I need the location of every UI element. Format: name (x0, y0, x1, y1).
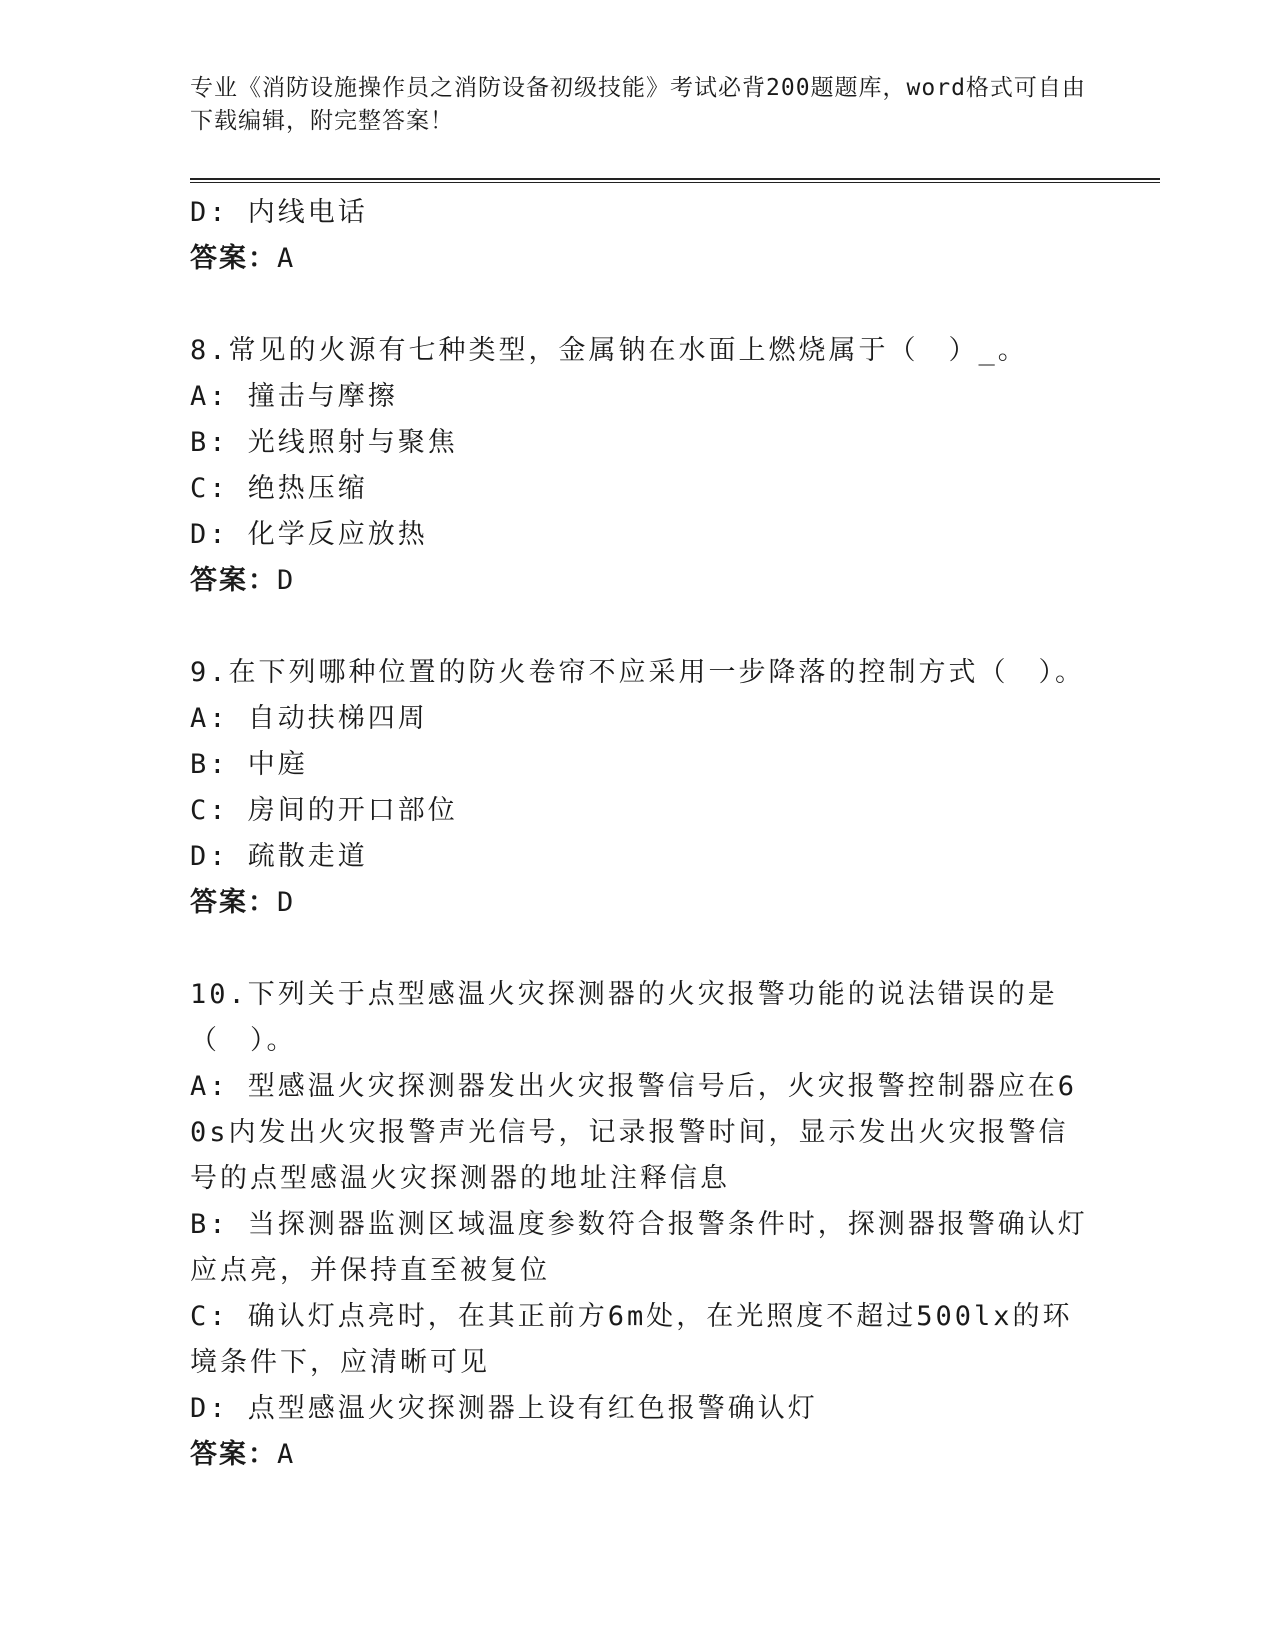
question-block (190, 328, 1090, 604)
option-c: C: 绝热压缩 (190, 473, 368, 504)
question-stem: 8.常见的火源有七种类型，金属钠在水面上燃烧属于（ ）_。 (190, 335, 1028, 366)
question-content (190, 190, 1090, 1478)
option-a: A: 撞击与摩擦 (190, 381, 398, 412)
option-b: B: 中庭 (190, 749, 308, 780)
option-d: D: 点型感温火灾探测器上设有红色报警确认灯 (190, 1393, 818, 1424)
option-d: D: 疏散走道 (190, 841, 368, 872)
answer-value: A (277, 1439, 296, 1470)
option-c: C: 房间的开口部位 (190, 795, 458, 826)
answer-line (190, 1432, 1090, 1478)
question-stem: 10.下列关于点型感温火灾探测器的火灾报警功能的说法错误的是（ ）。 (190, 979, 1058, 1056)
option-d: D: 化学反应放热 (190, 519, 428, 550)
answer-line (190, 880, 1090, 926)
document-header: 专业《消防设施操作员之消防设备初级技能》考试必背200题题库，word格式可自由下载编辑，附完整答案！ (190, 75, 1086, 134)
question-block (190, 972, 1090, 1478)
answer-value: D (277, 887, 296, 918)
option-d: D: 内线电话 (190, 197, 368, 228)
answer-label: 答案： (190, 1439, 277, 1470)
answer-line (190, 236, 1090, 282)
option-b: B: 光线照射与聚焦 (190, 427, 458, 458)
answer-label: 答案： (190, 243, 277, 274)
answer-line (190, 558, 1090, 604)
question-stem: 9.在下列哪种位置的防火卷帘不应采用一步降落的控制方式（ ）。 (190, 657, 1086, 688)
answer-label: 答案： (190, 887, 277, 918)
option-a: A: 自动扶梯四周 (190, 703, 428, 734)
question-block (190, 650, 1090, 926)
option-b: B: 当探测器监测区域温度参数符合报警条件时，探测器报警确认灯应点亮，并保持直至被复位 (190, 1209, 1088, 1286)
option-a: A: 型感温火灾探测器发出火灾报警信号后，火灾报警控制器应在60s内发出火灾报警声光信号，记录报警时间，显示发出火灾报警信号的点型感温火灾探测器的地址注释信息 (190, 1071, 1078, 1194)
option-c: C: 确认灯点亮时，在其正前方6m处，在光照度不超过500lx的环境条件下，应清晰可见 (190, 1301, 1073, 1378)
answer-value: A (277, 243, 296, 274)
header-divider (190, 178, 1160, 183)
answer-label: 答案： (190, 565, 277, 596)
answer-value: D (277, 565, 296, 596)
